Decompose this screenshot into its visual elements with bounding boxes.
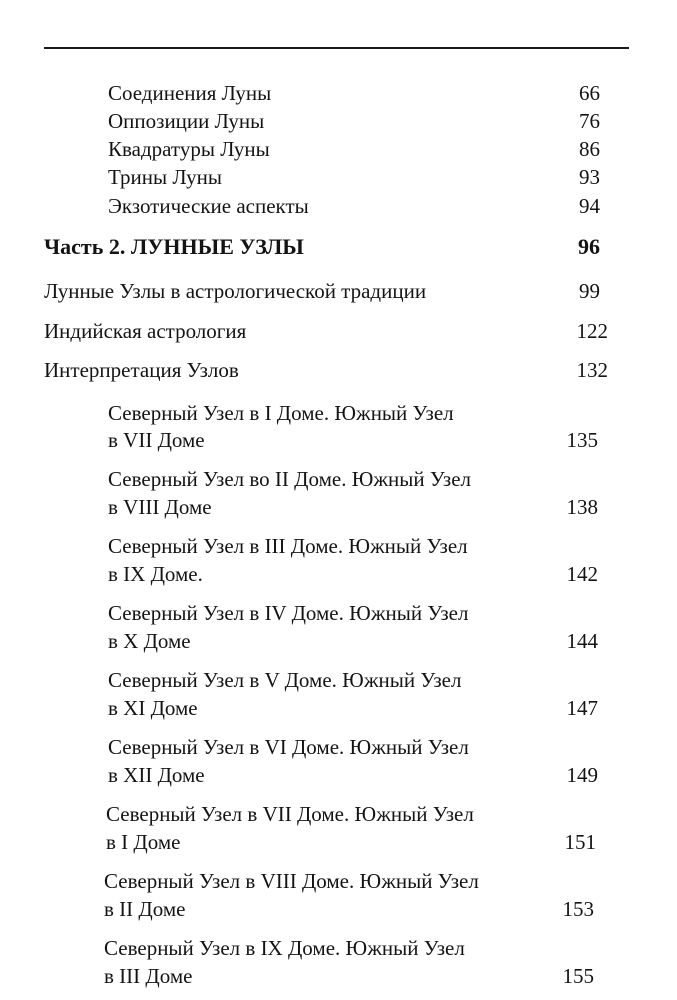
chapter-title: Интерпретация Узлов	[44, 358, 239, 382]
node-entry-line1: Северный Узел в III Доме. Южный Узел	[108, 534, 468, 558]
node-entry-page: 151	[564, 830, 596, 854]
node-entry-line2: в VII Доме	[108, 428, 205, 452]
node-entry-line2: в XII Доме	[108, 763, 205, 787]
part-heading: Часть 2. ЛУННЫЕ УЗЛЫ	[44, 234, 304, 259]
chapter-title: Индийская астрология	[44, 319, 247, 343]
node-entry-line2: в I Доме	[106, 830, 181, 854]
node-entry-line2: в XI Доме	[108, 696, 198, 720]
chapter-page: 99	[579, 279, 600, 303]
node-entry-page: 147	[566, 696, 598, 720]
node-entry-line2: в VIII Доме	[108, 495, 212, 519]
node-entry-page: 153	[562, 897, 594, 921]
toc-entry-page: 86	[579, 137, 600, 161]
node-entry-page: 155	[562, 964, 594, 988]
node-entry-page: 144	[566, 629, 598, 653]
toc-entry-title: Квадратуры Луны	[108, 137, 270, 161]
node-entry-line2: в X Доме	[108, 629, 191, 653]
node-entry-line2: в III Доме	[104, 964, 193, 988]
node-entry-page: 149	[566, 763, 598, 787]
toc-entry-title: Оппозиции Луны	[108, 109, 265, 133]
toc-entry-page: 76	[579, 109, 600, 133]
node-entry-line1: Северный Узел в I Доме. Южный Узел	[108, 401, 454, 425]
node-entry-line1: Северный Узел в IV Доме. Южный Узел	[108, 601, 469, 625]
toc-entry-title: Соединения Луны	[108, 81, 272, 105]
toc-entry-page: 66	[579, 81, 600, 105]
node-entry-line2: в II Доме	[104, 897, 186, 921]
node-entry-line1: Северный Узел в VI Доме. Южный Узел	[108, 735, 469, 759]
chapter-page: 132	[576, 358, 608, 382]
header-rule	[44, 47, 629, 49]
part-page: 96	[578, 234, 600, 259]
toc-entry-page: 94	[579, 194, 600, 218]
chapter-title: Лунные Узлы в астрологической традиции	[44, 279, 427, 303]
node-entry-line1: Северный Узел в V Доме. Южный Узел	[108, 668, 462, 692]
node-entry-line1: Северный Узел в VIII Доме. Южный Узел	[104, 869, 479, 893]
node-entry-line2: в IX Доме.	[108, 562, 203, 586]
node-entry-line1: Северный Узел в IX Доме. Южный Узел	[104, 936, 465, 960]
toc-entry-title: Трины Луны	[108, 165, 222, 189]
toc-entry-page: 93	[579, 165, 600, 189]
node-entry-line1: Северный Узел в VII Доме. Южный Узел	[106, 802, 474, 826]
chapter-page: 122	[576, 319, 608, 343]
node-entry-page: 142	[566, 562, 598, 586]
node-entry-line1: Северный Узел во II Доме. Южный Узел	[108, 467, 471, 491]
node-entry-page: 135	[566, 428, 598, 452]
toc-entry-title: Экзотические аспекты	[108, 194, 309, 218]
node-entry-page: 138	[566, 495, 598, 519]
